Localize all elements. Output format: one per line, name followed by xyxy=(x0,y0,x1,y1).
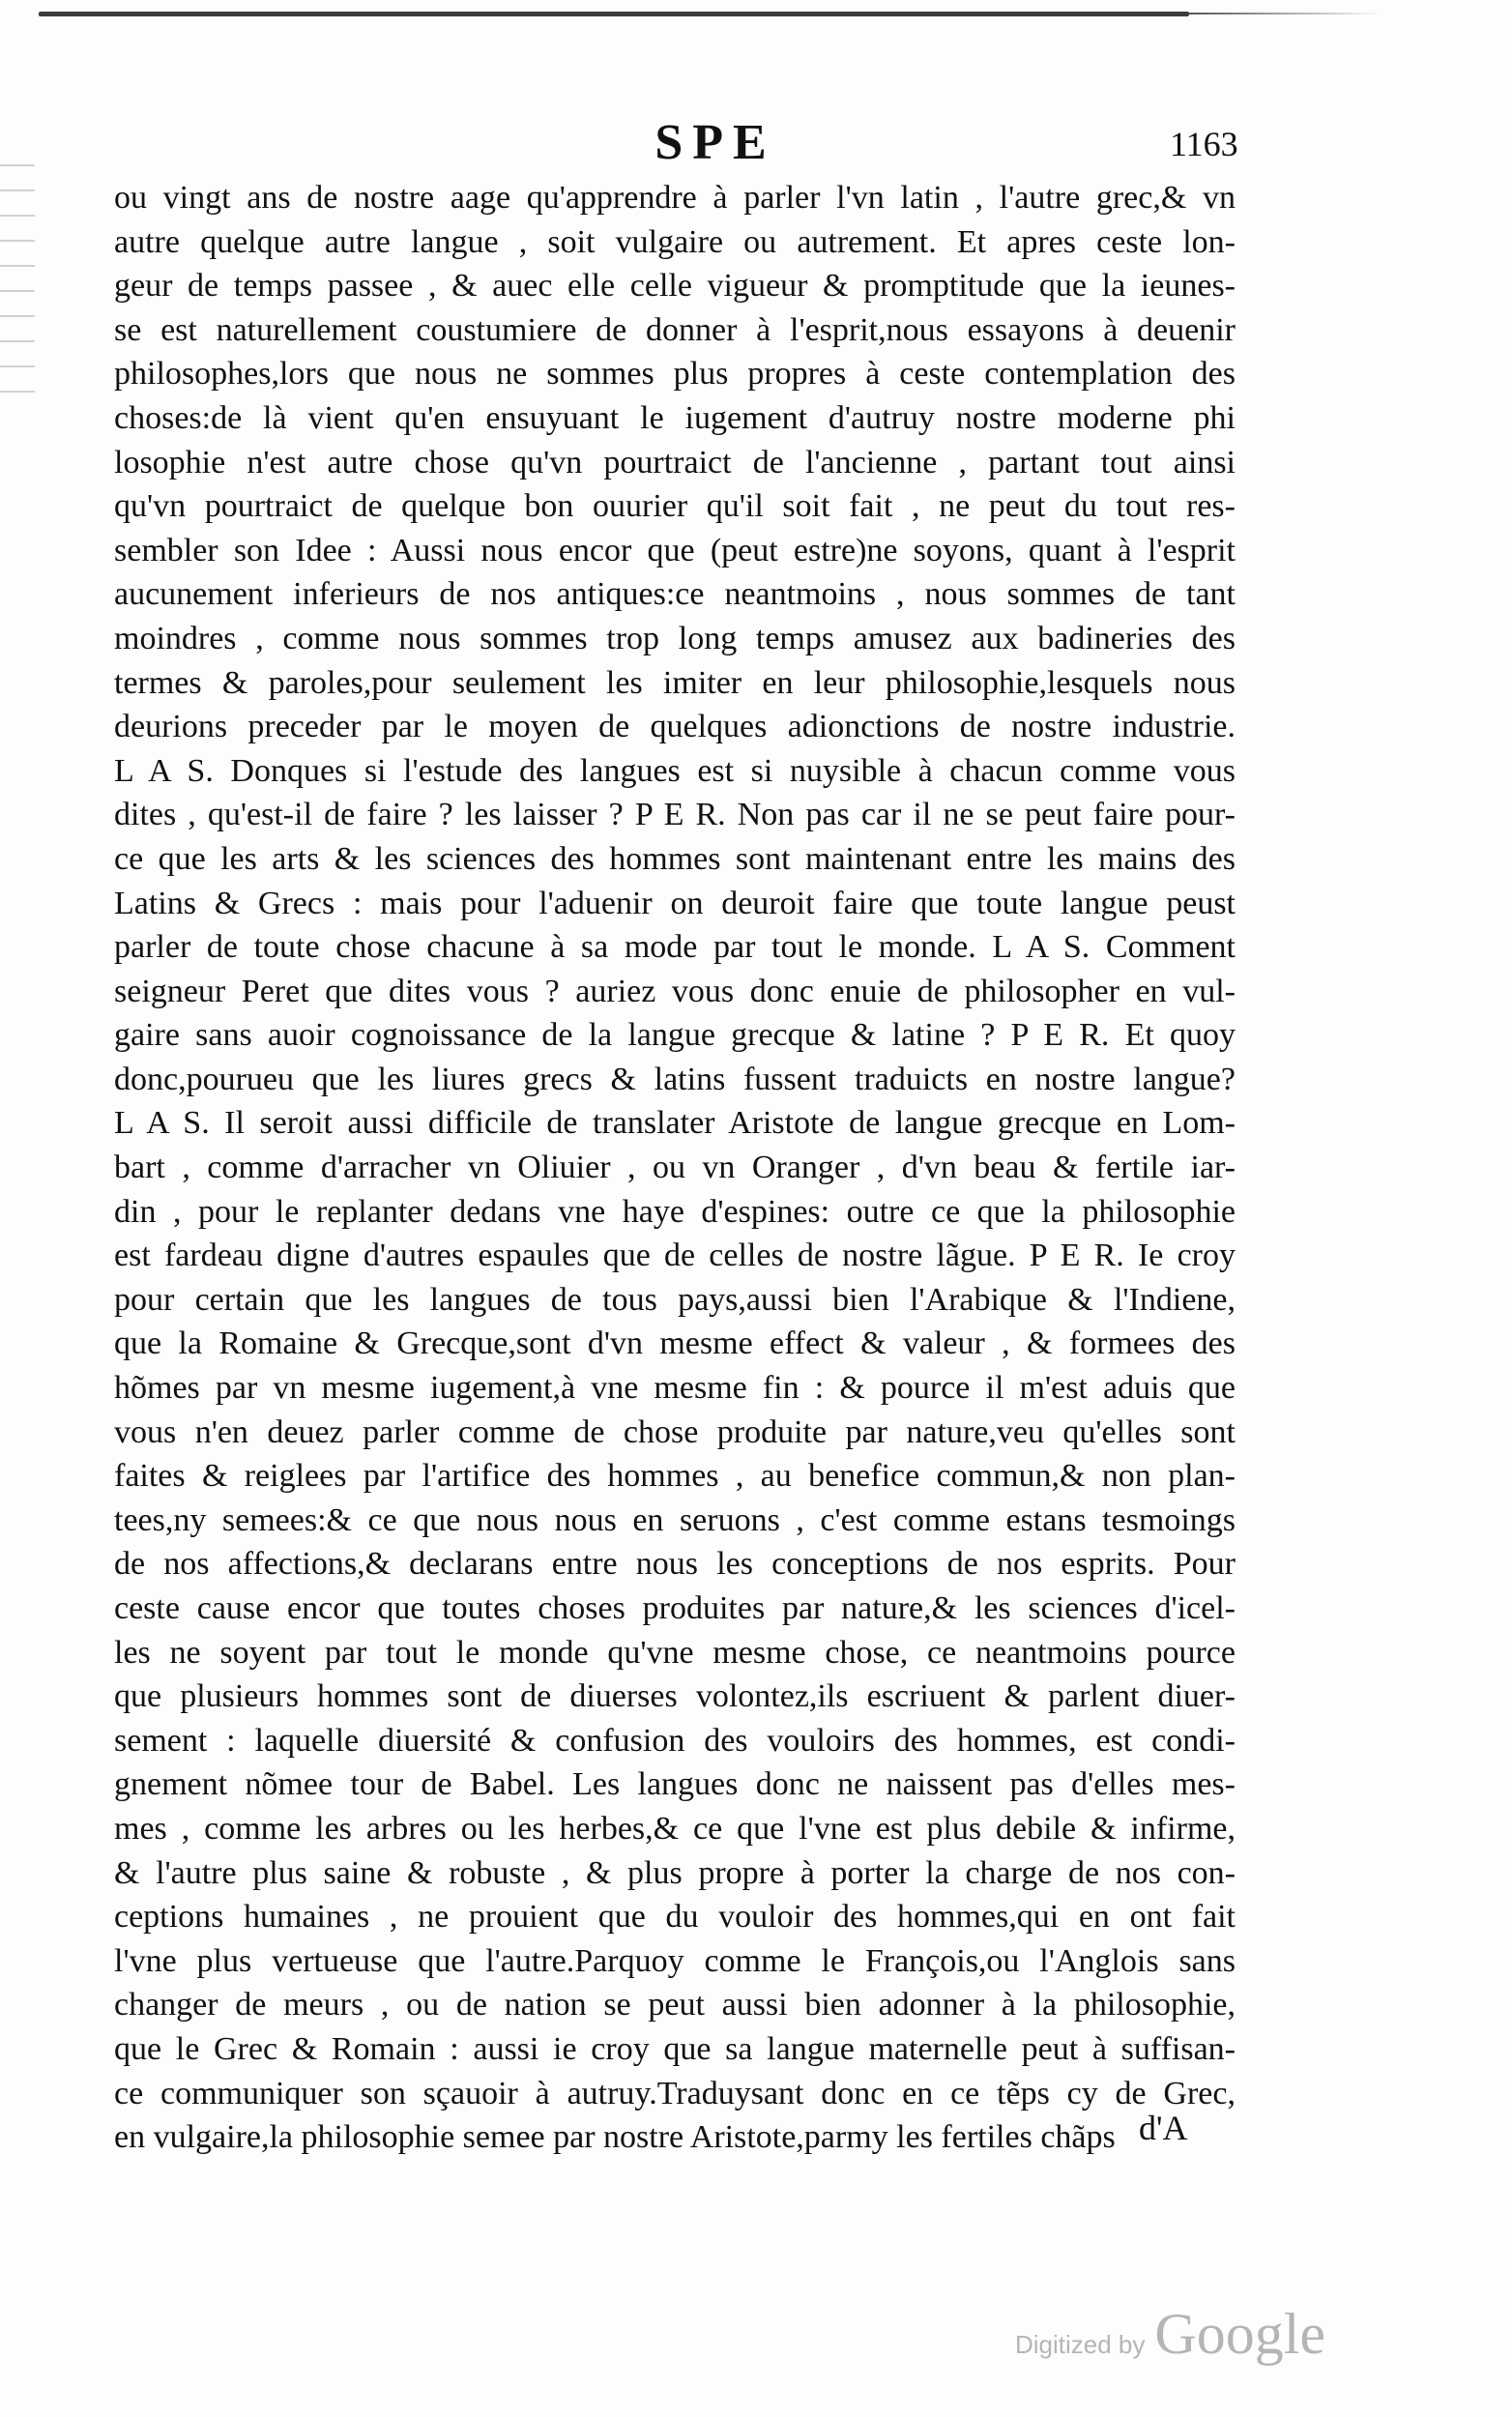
text-line: geur de temps passee , & auec elle celle vigueur & promptitude que la ieunes- xyxy=(114,268,1236,305)
text-line: moindres , comme nous sommes trop long temps amusez aux badineries des xyxy=(114,620,1236,656)
gutter-marks xyxy=(0,164,35,396)
text-line: hõmes par vn mesme iugement,à vne mesme fin : & pource il m'est aduis que xyxy=(114,1370,1236,1407)
text-line: deurions preceder par le moyen de quelques adionctions de nostre industrie. xyxy=(114,709,1236,745)
page-number: 1163 xyxy=(1170,125,1238,163)
text-line: pour certain que les langues de tous pays,aussi bien l'Arabique & l'Indiene, xyxy=(114,1281,1236,1318)
text-line: tees,ny semees:& ce que nous nous en seruons , c'est comme estans tesmoings xyxy=(114,1501,1236,1538)
top-rule-fade xyxy=(1189,13,1382,15)
text-line: philosophes,lors que nous ne sommes plus propres à ceste contemplation des xyxy=(114,356,1236,393)
text-line: losophie n'est autre chose qu'vn pourtraict de l'ancienne , partant tout ainsi xyxy=(114,444,1236,480)
text-line: gnement nõmee tour de Babel. Les langues donc ne naissent pas d'elles mes- xyxy=(114,1766,1236,1803)
text-line: L A S. Donques si l'estude des langues est si nuysible à chacun comme vous xyxy=(114,752,1236,789)
text-line: que la Romaine & Grecque,sont d'vn mesme effect & valeur , & formees des xyxy=(114,1325,1236,1362)
body-text xyxy=(114,176,1236,2160)
top-rule xyxy=(39,12,1189,16)
text-line: Latins & Grecs : mais pour l'aduenir on deuroit faire que toute langue peust xyxy=(114,885,1236,921)
text-line: qu'vn pourtraict de quelque bon ouurier qu'il soit fait , ne peut du tout res- xyxy=(114,488,1236,525)
text-line: autre quelque autre langue , soit vulgaire ou autrement. Et apres ceste lon- xyxy=(114,223,1236,260)
text-line: seigneur Peret que dites vous ? auriez vous donc enuie de philosopher en vul- xyxy=(114,973,1236,1009)
text-line: ceptions humaines , ne prouient que du vouloir des hommes,qui en ont fait xyxy=(114,1899,1236,1936)
text-line: faites & reiglees par l'artifice des hommes , au benefice commun,& non plan- xyxy=(114,1458,1236,1495)
text-line: gaire sans auoir cognoissance de la langue grecque & latine ? P E R. Et quoy xyxy=(114,1017,1236,1054)
text-line: en vulgaire,la philosophie semee par nostre Aristote,parmy les fertiles chãps xyxy=(114,2119,1116,2156)
text-line: ou vingt ans de nostre aage qu'apprendre à parler l'vn latin , l'autre grec,& vn xyxy=(114,180,1236,216)
text-line: mes , comme les arbres ou les herbes,& ce que l'vne est plus debile & infirme, xyxy=(114,1810,1236,1847)
text-line: changer de meurs , ou de nation se peut aussi bien adonner à la philosophie, xyxy=(114,1987,1236,2024)
text-line: donc,pourueu que les liures grecs & latins fussent traduicts en nostre langue? xyxy=(114,1061,1236,1097)
text-line: bart , comme d'arracher vn Oliuier , ou vn Oranger , d'vn beau & fertile iar- xyxy=(114,1150,1236,1186)
text-line: sembler son Idee : Aussi nous encor que (peut estre)ne soyons, quant à l'esprit xyxy=(114,532,1236,568)
running-head: SPE xyxy=(654,115,776,170)
text-line: ce communiquer son sçauoir à autruy.Traduysant donc en ce tẽps cy de Grec, xyxy=(114,2075,1236,2111)
text-line: vous n'en deuez parler comme de chose produite par nature,veu qu'elles sont xyxy=(114,1413,1236,1450)
text-line: les ne soyent par tout le monde qu'vne mesme chose, ce neantmoins pource xyxy=(114,1634,1236,1671)
digitized-watermark xyxy=(1015,2301,1325,2368)
text-line: l'vne plus vertueuse que l'autre.Parquoy comme le François,ou l'Anglois sans xyxy=(114,1942,1236,1979)
text-line: que plusieurs hommes sont de diuerses volontez,ils escriuent & parlent diuer- xyxy=(114,1678,1236,1715)
text-line: se est naturellement coustumiere de donner à l'esprit,nous essayons à deuenir xyxy=(114,311,1236,348)
text-line: choses:de là vient qu'en ensuyuant le iugement d'autruy nostre moderne phi xyxy=(114,399,1236,436)
catchword: d'A xyxy=(1139,2109,1188,2147)
text-line: parler de toute chose chacune à sa mode par tout le monde. L A S. Comment xyxy=(114,929,1236,966)
text-line: termes & paroles,pour seulement les imiter en leur philosophie,lesquels nous xyxy=(114,664,1236,701)
text-line: ceste cause encor que toutes choses produites par nature,& les sciences d'icel- xyxy=(114,1590,1236,1626)
digitized-by-label: Digitized by xyxy=(1015,2330,1146,2359)
text-line: sement : laquelle diuersité & confusion des vouloirs des hommes, est condi- xyxy=(114,1722,1236,1759)
text-line: que le Grec & Romain : aussi ie croy que sa langue maternelle peut à suffisan- xyxy=(114,2030,1236,2067)
text-line: L A S. Il seroit aussi difficile de translater Aristote de langue grecque en Lom- xyxy=(114,1105,1236,1142)
text-line: & l'autre plus saine & robuste , & plus propre à porter la charge de nos con- xyxy=(114,1854,1236,1891)
text-line: ce que les arts & les sciences des hommes sont maintenant entre les mains des xyxy=(114,840,1236,877)
google-logo: Google xyxy=(1154,2302,1326,2366)
text-line: de nos affections,& declarans entre nous les conceptions de nos esprits. Pour xyxy=(114,1546,1236,1583)
text-line: dites , qu'est-il de faire ? les laisser ? P E R. Non pas car il ne se peut faire pour- xyxy=(114,797,1236,833)
text-line: aucunement inferieurs de nos antiques:ce neantmoins , nous sommes de tant xyxy=(114,576,1236,613)
text-line: est fardeau digne d'autres espaules que de celles de nostre lãgue. P E R. Ie croy xyxy=(114,1238,1236,1274)
text-line: din , pour le replanter dedans vne haye d'espines: outre ce que la philosophie xyxy=(114,1193,1236,1230)
